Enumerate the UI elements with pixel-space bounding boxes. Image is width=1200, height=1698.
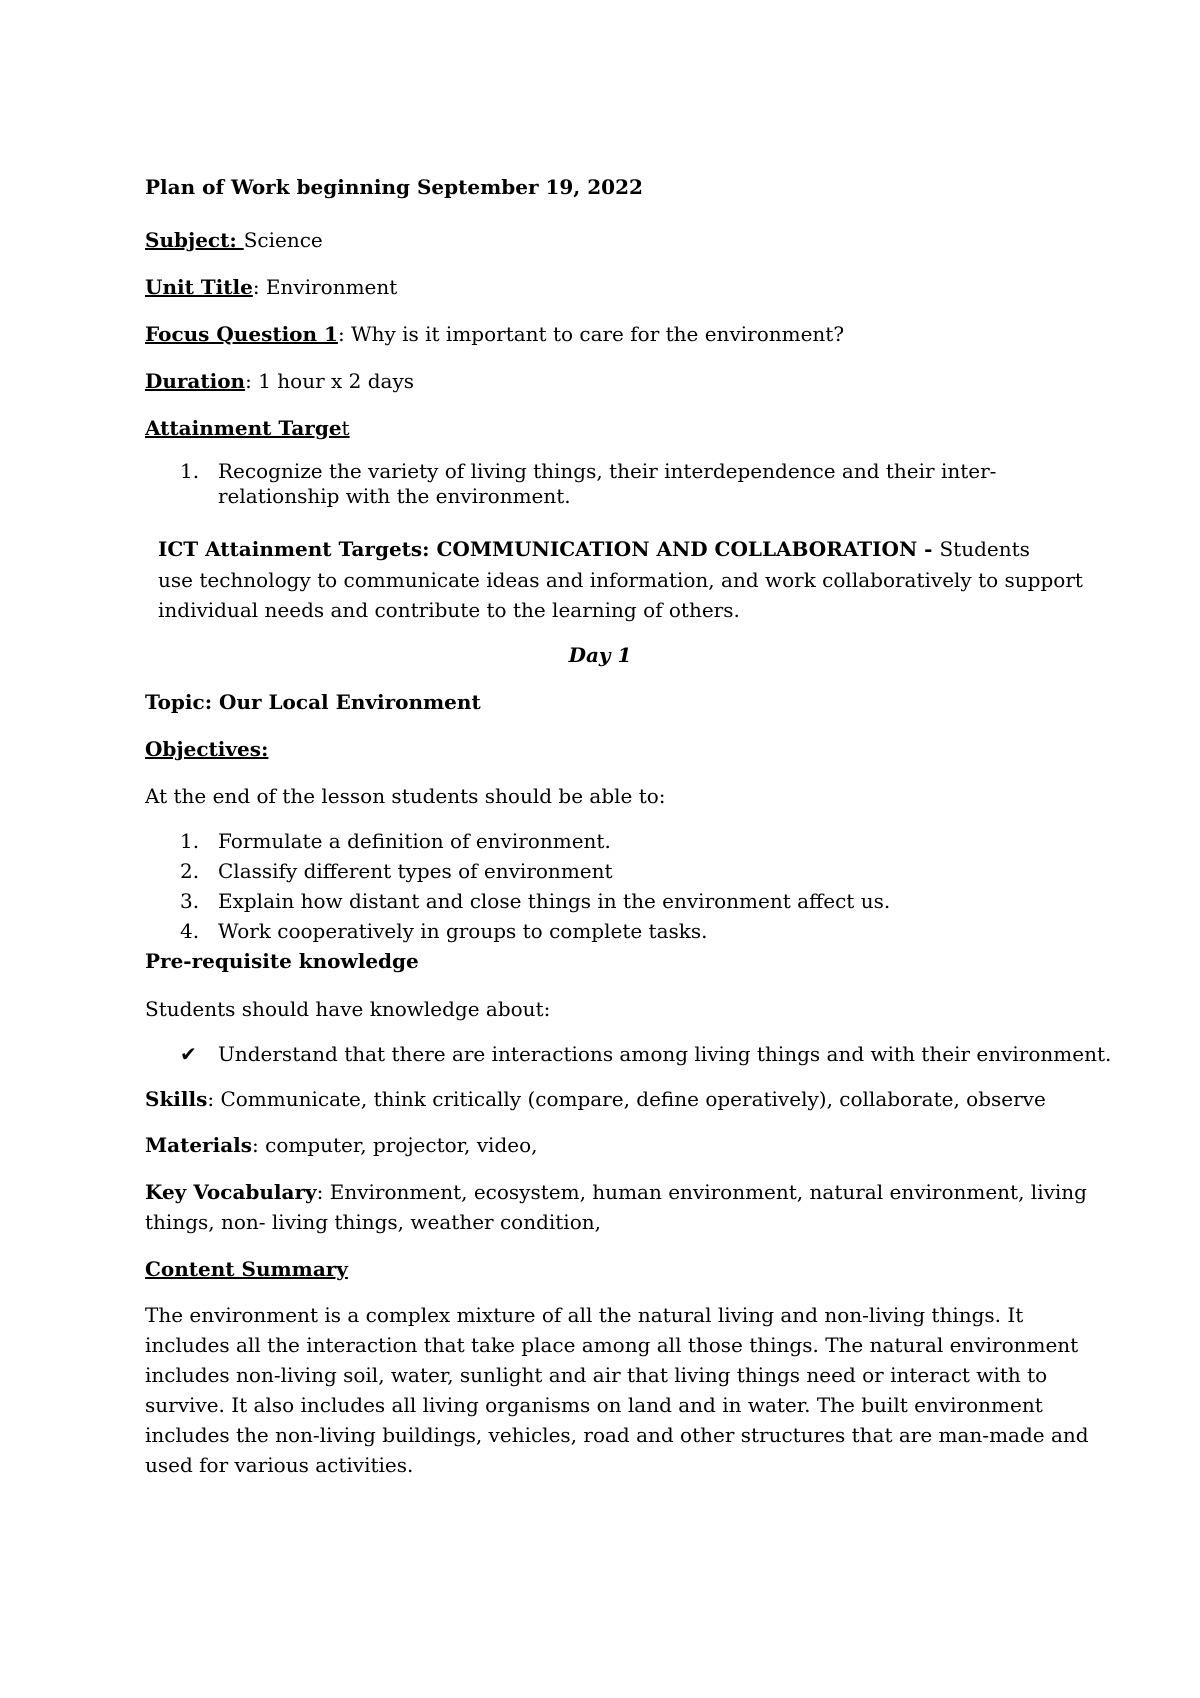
subject-value: Science xyxy=(243,228,323,252)
prereq-intro: Students should have knowledge about: xyxy=(145,997,551,1021)
ict-line1 xyxy=(158,534,1030,564)
summary-line: used for various activities. xyxy=(145,1453,414,1477)
unit-title-line xyxy=(145,272,397,302)
attainment-target-label: Attainment Targe xyxy=(145,416,342,440)
skills-line xyxy=(145,1084,1046,1114)
unit-title-label: Unit Title xyxy=(145,275,253,299)
ict-line1-rest: Students xyxy=(939,537,1030,561)
vocabulary-line1 xyxy=(145,1177,1087,1207)
objectives-heading: Objectives: xyxy=(145,737,269,761)
skills-value: : Communicate, think critically (compare, define operatively), collaborate, observe xyxy=(207,1087,1046,1111)
attainment-item-number: 1. xyxy=(180,459,200,483)
summary-line: includes all the interaction that take place among all those things. The natural environment xyxy=(145,1333,1079,1357)
attainment-target-label-end: t xyxy=(341,416,350,440)
objectives-intro: At the end of the lesson students should be able to: xyxy=(145,784,666,808)
duration-line xyxy=(145,366,414,396)
objective-number: 2. xyxy=(180,859,200,883)
duration-label: Duration xyxy=(145,369,246,393)
objective-item: Explain how distant and close things in the environment affect us. xyxy=(218,889,891,913)
subject-line xyxy=(145,225,323,255)
attainment-item-line2: relationship with the environment. xyxy=(218,484,571,508)
objective-item: Classify different types of environment xyxy=(218,859,613,883)
focus-question-label: Focus Question 1 xyxy=(145,322,338,346)
objective-number: 4. xyxy=(180,919,200,943)
vocabulary-line2: things, non- living things, weather condition, xyxy=(145,1210,601,1234)
prereq-item: Understand that there are interactions among living things and with their environment. xyxy=(218,1042,1112,1066)
objective-item: Work cooperatively in groups to complete tasks. xyxy=(218,919,708,943)
focus-question-line xyxy=(145,319,844,349)
focus-question-value: : Why is it important to care for the environment? xyxy=(337,322,845,346)
objective-number: 1. xyxy=(180,829,200,853)
topic-heading: Topic: Our Local Environment xyxy=(145,690,481,714)
unit-title-value: : Environment xyxy=(252,275,398,299)
summary-line: The environment is a complex mixture of all the natural living and non-living things. It xyxy=(145,1303,1024,1327)
materials-value: : computer, projector, video, xyxy=(252,1133,538,1157)
prereq-heading: Pre-requisite knowledge xyxy=(145,949,419,973)
attainment-target-heading xyxy=(145,413,350,443)
ict-line3: individual needs and contribute to the learning of others. xyxy=(158,598,740,622)
page-title: Plan of Work beginning September 19, 2022 xyxy=(145,175,643,199)
subject-label: Subject: xyxy=(145,228,244,252)
summary-line: survive. It also includes all living organisms on land and in water. The built environment xyxy=(145,1393,1043,1417)
vocabulary-label: Key Vocabulary xyxy=(145,1180,317,1204)
attainment-item-line1: Recognize the variety of living things, their interdependence and their inter- xyxy=(218,459,997,483)
checkmark-icon: ✔ xyxy=(180,1042,197,1066)
summary-line: includes the non-living buildings, vehicles, road and other structures that are man-made and xyxy=(145,1423,1089,1447)
objective-item: Formulate a definition of environment. xyxy=(218,829,611,853)
materials-label: Materials xyxy=(145,1133,253,1157)
summary-line: includes non-living soil, water, sunlight and air that living things need or interact with to xyxy=(145,1363,1048,1387)
ict-line2: use technology to communicate ideas and information, and work collaboratively to support xyxy=(158,568,1083,592)
content-summary-heading: Content Summary xyxy=(145,1257,348,1281)
duration-value: : 1 hour x 2 days xyxy=(245,369,415,393)
skills-label: Skills xyxy=(145,1087,208,1111)
ict-label: ICT Attainment Targets: COMMUNICATION AND COLLABORATION - xyxy=(158,537,940,561)
materials-line xyxy=(145,1130,537,1160)
objective-number: 3. xyxy=(180,889,200,913)
day-heading: Day 1 xyxy=(568,643,632,667)
vocabulary-value: : Environment, ecosystem, human environment, natural environment, living xyxy=(316,1180,1087,1204)
